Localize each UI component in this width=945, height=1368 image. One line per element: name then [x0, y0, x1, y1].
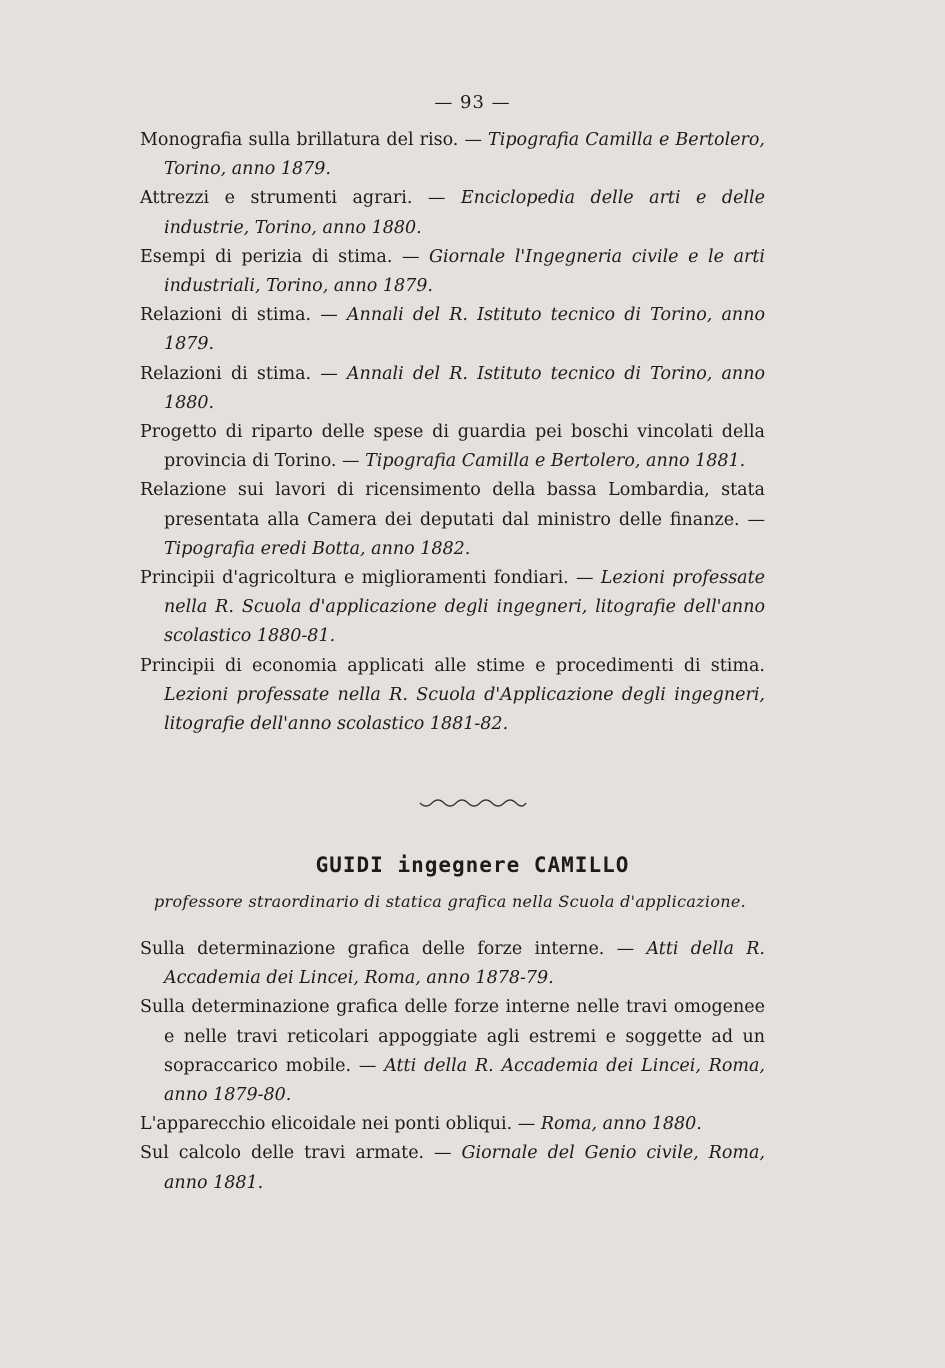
list-item: [140, 993, 765, 1110]
entry-source: Annali del R. Istituto tecnico di Torino, anno 1879.: [164, 305, 765, 355]
wavy-divider-ornament: [418, 799, 528, 811]
entry-source: Giornale l'Ingegneria civile e le arti industriali, Torino, anno 1879.: [164, 246, 765, 297]
author-title: professore straordinario di statica grafica nella Scuola d'applicazione.: [153, 892, 747, 911]
entry-title: Sul calcolo delle travi armate. —: [140, 1143, 462, 1164]
list-item: [140, 418, 765, 476]
entry-source: Tipografia eredi Botta, anno 1882.: [164, 538, 471, 559]
section-divider: [0, 796, 945, 815]
entry-title: Relazione sui lavori di ricensimento della bassa Lombardia, stata presentata alla Camera dei deputati dal ministro delle finanze. —: [140, 480, 765, 530]
entry-source: Atti della R. Accademia dei Lincei, Roma, anno 1878-79.: [164, 939, 765, 989]
entry-source: Lezioni professate nella R. Scuola d'Applicazione degli ingegneri, litografie dell'anno scolastico 1881-82.: [164, 684, 765, 735]
list-item: [140, 652, 765, 740]
bibliography-list-top: [140, 126, 765, 739]
list-item: [140, 126, 765, 184]
list-item: [140, 1139, 765, 1197]
list-item: [140, 243, 765, 301]
list-item: [140, 360, 765, 418]
entry-source: Tipografia Camilla e Bertolero, Torino, anno 1879.: [164, 130, 765, 180]
entry-source: Enciclopedia delle arti e delle industrie, Torino, anno 1880.: [164, 188, 765, 238]
entry-title: Attrezzi e strumenti agrari. —: [140, 188, 461, 209]
entry-title: Sulla determinazione grafica delle forze interne nelle travi omogenee e nelle travi reticolari appoggiate agli estremi e soggette ad un sopraccarico mobile. —: [140, 997, 765, 1076]
entry-title: L'apparecchio elicoidale nei ponti obliqui. —: [140, 1114, 541, 1135]
list-item: [140, 1110, 765, 1139]
entry-source: Annali del R. Istituto tecnico di Torino, anno 1880.: [164, 363, 765, 413]
entry-source: Giornale del Genio civile, Roma, anno 1881.: [164, 1143, 765, 1193]
entry-title: Relazioni di stima. —: [140, 305, 347, 326]
entry-source: Roma, anno 1880.: [540, 1114, 702, 1135]
entry-title: Esempi di perizia di stima. —: [140, 246, 430, 267]
entry-source: Tipografia Camilla e Bertolero, anno 1881.: [365, 451, 746, 472]
list-item: [140, 935, 765, 993]
entry-title: Principii d'agricoltura e miglioramenti fondiari. —: [140, 568, 601, 589]
list-item: [140, 564, 765, 652]
bibliography-list-bottom: [140, 935, 765, 1198]
page-number: — 93 —: [434, 92, 511, 113]
entry-title: Progetto di riparto delle spese di guardia pei boschi vincolati della provincia di Torino. —: [140, 422, 765, 472]
list-item: [140, 184, 765, 242]
list-item: [140, 301, 765, 359]
entry-title: Monografia sulla brillatura del riso. —: [140, 130, 489, 150]
entry-title: Principii di economia applicati alle stime e procedimenti di stima.: [140, 655, 765, 676]
entry-title: Sulla determinazione grafica delle forze interne. —: [140, 939, 647, 959]
author-heading: GUIDI ingegnere CAMILLO: [315, 853, 630, 877]
list-item: [140, 476, 765, 564]
entry-title: Relazioni di stima. —: [140, 363, 347, 384]
entry-source: Atti della R. Accademia dei Lincei, Roma, anno 1879-80.: [164, 1055, 765, 1106]
entry-source: Lezioni professate nella R. Scuola d'applicazione degli ingegneri, litografie dell'anno scolastico 1880-81.: [164, 568, 765, 647]
